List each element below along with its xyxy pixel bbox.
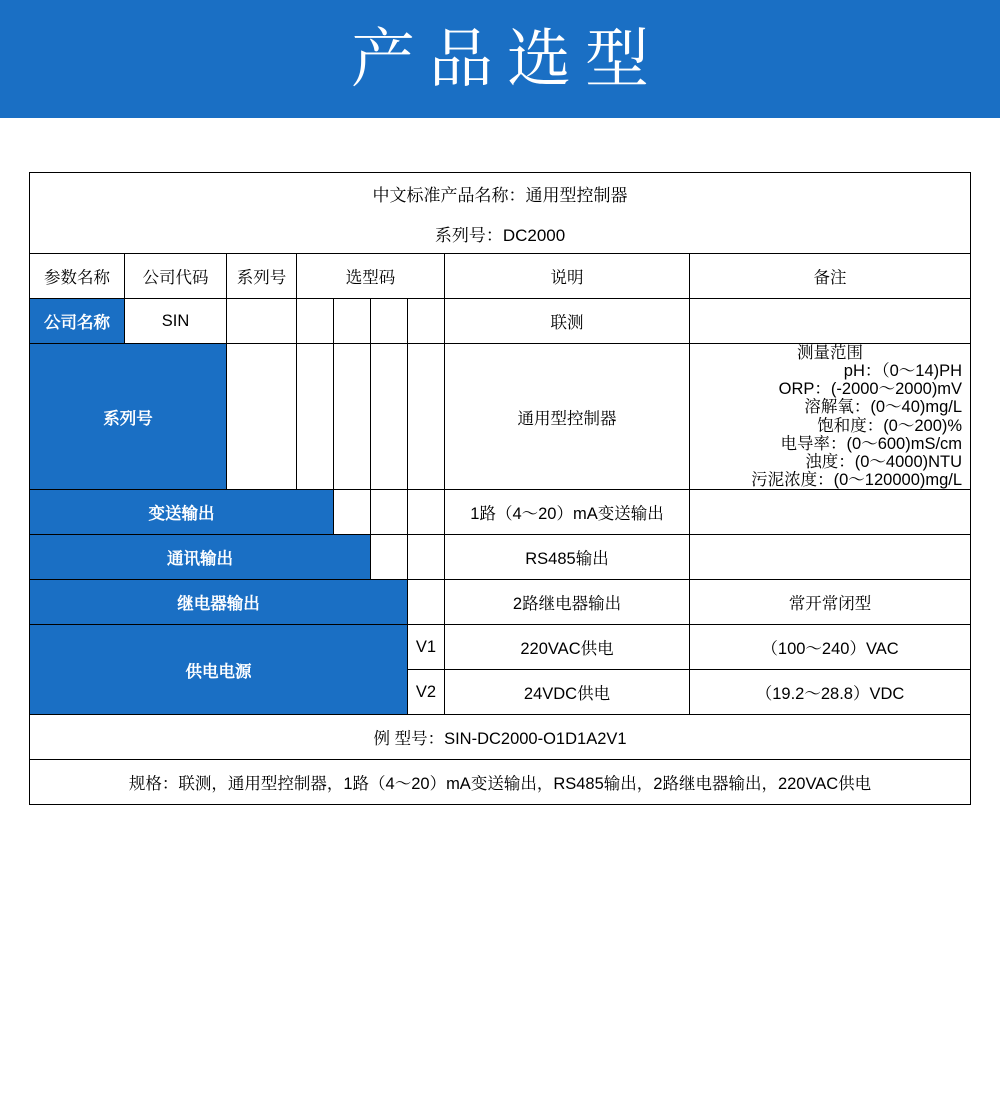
company-remark	[690, 299, 971, 344]
power-v1-remark: （100～240）VAC	[690, 625, 971, 670]
comm-output-label: 通讯输出	[30, 535, 371, 580]
example-model-text: 例 型号：SIN-DC2000-O1D1A2V1	[30, 715, 971, 760]
power-v1-code: V1	[408, 625, 445, 670]
row-comm-output	[30, 535, 971, 580]
company-opt2-blank	[334, 299, 371, 344]
table-header-row	[30, 254, 971, 299]
example-spec-text: 规格：联测，通用型控制器，1路（4～20）mA变送输出，RS485输出，2路继电器输出，220VAC供电	[30, 760, 971, 805]
range-ph: pH：（0～14)PH	[843, 362, 963, 381]
company-description: 联测	[445, 299, 690, 344]
series-opt3-blank	[371, 344, 408, 490]
row-series	[30, 344, 971, 490]
row-example-spec	[30, 760, 971, 805]
power-v2-code: V2	[408, 670, 445, 715]
series-opt4-blank	[408, 344, 445, 490]
comm-remark	[690, 535, 971, 580]
series-number-cell: 系列号：DC2000	[30, 213, 971, 254]
transmit-description: 1路（4～20）mA变送输出	[445, 490, 690, 535]
page-title: 产品选型	[351, 23, 663, 95]
company-opt4-blank	[408, 299, 445, 344]
product-selection-table	[29, 172, 971, 805]
page-banner	[0, 0, 1000, 118]
table-series-row	[30, 213, 971, 254]
power-v1-description: 220VAC供电	[445, 625, 690, 670]
company-series-blank	[227, 299, 297, 344]
transmit-opt2-blank	[334, 490, 371, 535]
header-company-code: 公司代码	[125, 254, 227, 299]
header-description: 说明	[445, 254, 690, 299]
company-name-label: 公司名称	[30, 299, 125, 344]
company-code-value: SIN	[125, 299, 227, 344]
company-opt1-blank	[297, 299, 334, 344]
power-supply-label: 供电电源	[30, 625, 408, 715]
power-v2-description: 24VDC供电	[445, 670, 690, 715]
range-orp: ORP：(-2000～2000)mV	[778, 380, 963, 399]
row-example-model	[30, 715, 971, 760]
row-company	[30, 299, 971, 344]
row-transmit-output	[30, 490, 971, 535]
relay-description: 2路继电器输出	[445, 580, 690, 625]
series-label: 系列号	[30, 344, 227, 490]
company-opt3-blank	[371, 299, 408, 344]
series-opt2-blank	[334, 344, 371, 490]
row-relay-output	[30, 580, 971, 625]
header-remark: 备注	[690, 254, 971, 299]
power-v2-remark: （19.2～28.8）VDC	[690, 670, 971, 715]
relay-remark: 常开常闭型	[690, 580, 971, 625]
header-param-name: 参数名称	[30, 254, 125, 299]
transmit-output-label: 变送输出	[30, 490, 334, 535]
series-remark	[690, 344, 971, 490]
series-description: 通用型控制器	[445, 344, 690, 490]
comm-description: RS485输出	[445, 535, 690, 580]
comm-opt4-blank	[408, 535, 445, 580]
comm-opt3-blank	[371, 535, 408, 580]
range-conductivity: 电导率：(0～600)mS/cm	[780, 434, 963, 453]
header-option-code: 选型码	[297, 254, 445, 299]
range-title: 测量范围	[797, 344, 864, 362]
row-power-v1	[30, 625, 971, 670]
relay-opt4-blank	[408, 580, 445, 625]
series-code-blank	[227, 344, 297, 490]
transmit-opt3-blank	[371, 490, 408, 535]
relay-output-label: 继电器输出	[30, 580, 408, 625]
range-do: 溶解氧：(0～40)mg/L	[804, 398, 963, 417]
transmit-remark	[690, 490, 971, 535]
range-turbidity: 浊度：(0～4000)NTU	[805, 452, 963, 471]
table-title-row	[30, 173, 971, 214]
header-series-code: 系列号	[227, 254, 297, 299]
range-saturation: 饱和度：(0～200)%	[817, 416, 963, 435]
range-sludge: 污泥浓度：(0～120000)mg/L	[751, 470, 963, 489]
series-opt1-blank	[297, 344, 334, 490]
product-name-cell: 中文标准产品名称：通用型控制器	[30, 173, 971, 214]
transmit-opt4-blank	[408, 490, 445, 535]
